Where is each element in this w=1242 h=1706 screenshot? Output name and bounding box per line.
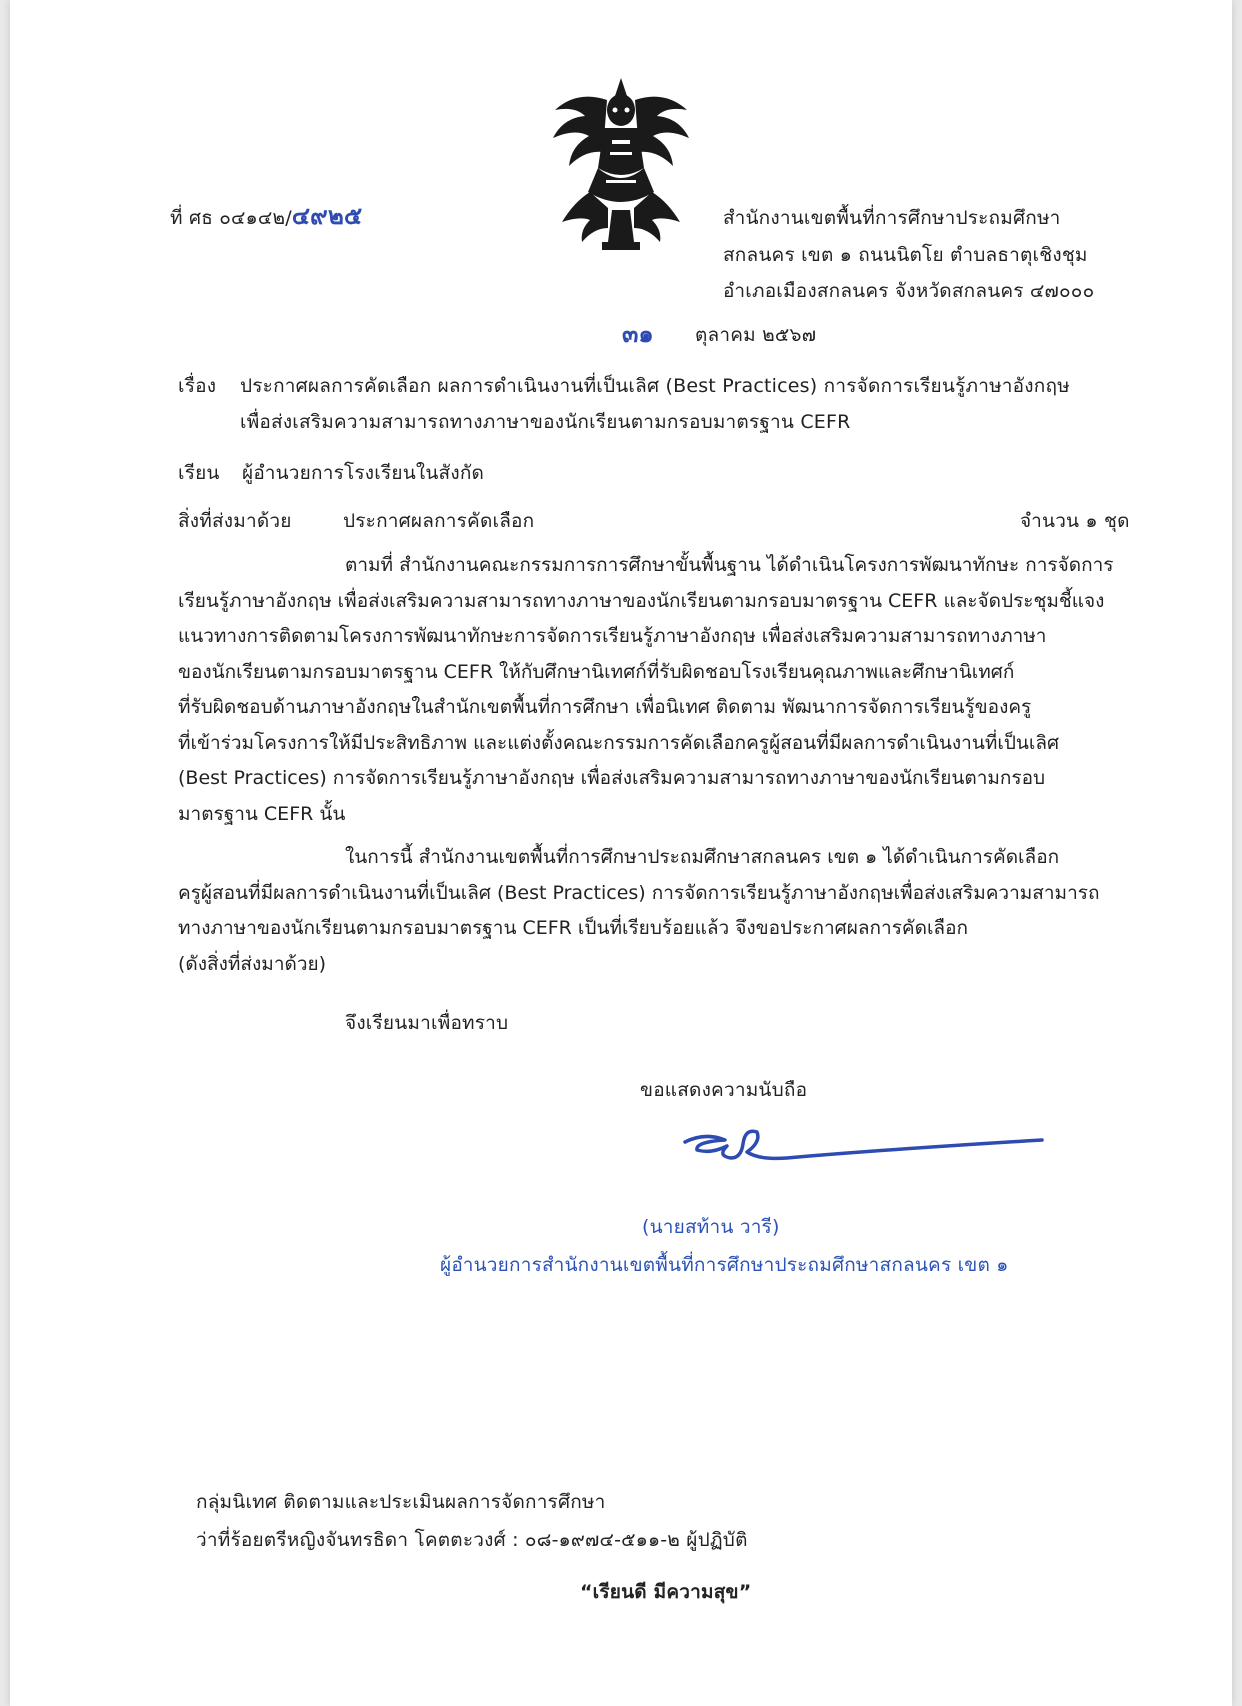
- paragraph-line: แนวทางการติดตามโครงการพัฒนาทักษะการจัดการเรียนรู้ภาษาอังกฤษ เพื่อส่งเสริมความสามารถทางภาษา: [178, 625, 1047, 647]
- document-page: [10, 0, 1232, 1706]
- signatory-name: (นายสท้าน วารี): [642, 1216, 780, 1238]
- footer-contact: ว่าที่ร้อยตรีหญิงจันทรธิดา โคตตะวงศ์ : ๐๘-๑๙๗๔-๕๑๑-๒ ผู้ปฏิบัติ: [196, 1529, 748, 1551]
- subject-line-1: ประกาศผลการคัดเลือก ผลการดำเนินงานที่เป็นเลิศ (Best Practices) การจัดการเรียนรู้ภาษาอังกฤษ: [240, 375, 1070, 397]
- recipient-label: เรียน: [178, 462, 220, 484]
- document-number-handwritten: ๔๙๒๕: [291, 201, 363, 230]
- handwritten-signature: [680, 1120, 1060, 1170]
- sender-address-line-1: สำนักงานเขตพื้นที่การศึกษาประถมศึกษา: [723, 207, 1061, 229]
- date-month-year: ตุลาคม ๒๕๖๗: [695, 324, 817, 346]
- paragraph-line: มาตรฐาน CEFR นั้น: [178, 802, 346, 825]
- paragraph-line: ครูผู้สอนที่มีผลการดำเนินงานที่เป็นเลิศ (Best Practices) การจัดการเรียนรู้ภาษาอังกฤษเพื่อส่งเสริมความสามารถ: [178, 881, 1100, 904]
- paragraph-line: ที่เข้าร่วมโครงการให้มีประสิทธิภาพ และแต่งตั้งคณะกรรมการคัดเลือกครูผู้สอนที่มีผลการดำเนินงานที่เป็นเลิศ: [178, 731, 1060, 754]
- body-paragraph-2: [178, 840, 1136, 982]
- footer-slogan: “เรียนดี มีความสุข”: [580, 1581, 752, 1603]
- paragraph-line: เรียนรู้ภาษาอังกฤษ เพื่อส่งเสริมความสามารถทางภาษาของนักเรียนตามกรอบมาตรฐาน CEFR และจัดประชุมชี้แจง: [178, 589, 1105, 612]
- enclosure-count: จำนวน ๑ ชุด: [1020, 510, 1130, 532]
- regards-text: ขอแสดงความนับถือ: [640, 1079, 808, 1101]
- recipient-value: ผู้อำนวยการโรงเรียนในสังกัด: [242, 462, 485, 484]
- closing-line: จึงเรียนมาเพื่อทราบ: [345, 1012, 509, 1034]
- subject-label: เรื่อง: [178, 375, 217, 397]
- garuda-emblem-icon: [546, 70, 696, 260]
- paragraph-line: ของนักเรียนตามกรอบมาตรฐาน CEFR ให้กับศึกษานิเทศก์ที่รับผิดชอบโรงเรียนคุณภาพและศึกษานิเทศก์: [178, 660, 1015, 683]
- signatory-position: ผู้อำนวยการสำนักงานเขตพื้นที่การศึกษาประถมศึกษาสกลนคร เขต ๑: [440, 1254, 1009, 1276]
- document-number-prefix: ที่ ศธ ๐๔๑๔๒/: [170, 207, 292, 229]
- enclosure-value: ประกาศผลการคัดเลือก: [343, 510, 535, 532]
- paragraph-line: ที่รับผิดชอบด้านภาษาอังกฤษในสำนักเขตพื้นที่การศึกษา เพื่อนิเทศ ติดตาม พัฒนาการจัดการเรียนรู้ของครู: [178, 696, 1032, 718]
- enclosure-label: สิ่งที่ส่งมาด้วย: [178, 510, 292, 532]
- date-day-handwritten: ๓๑: [622, 319, 654, 348]
- paragraph-line: ในการนี้ สำนักงานเขตพื้นที่การศึกษาประถมศึกษาสกลนคร เขต ๑ ได้ดำเนินการคัดเลือก: [345, 846, 1060, 868]
- sender-address-line-2: สกลนคร เขต ๑ ถนนนิตโย ตำบลธาตุเชิงชุม: [723, 244, 1088, 266]
- paragraph-line: (ดังสิ่งที่ส่งมาด้วย): [178, 952, 327, 975]
- paragraph-line: ทางภาษาของนักเรียนตามกรอบมาตรฐาน CEFR เป็นที่เรียบร้อยแล้ว จึงขอประกาศผลการคัดเลือก: [178, 917, 968, 939]
- sender-address-line-3: อำเภอเมืองสกลนคร จังหวัดสกลนคร ๔๗๐๐๐: [723, 280, 1095, 302]
- document-number: [170, 196, 362, 235]
- subject-line-2: เพื่อส่งเสริมความสามารถทางภาษาของนักเรียนตามกรอบมาตรฐาน CEFR: [240, 411, 851, 433]
- paragraph-line: (Best Practices) การจัดการเรียนรู้ภาษาอังกฤษ เพื่อส่งเสริมความสามารถทางภาษาของนักเรียนตามกรอบ: [178, 767, 1046, 789]
- footer-department: กลุ่มนิเทศ ติดตามและประเมินผลการจัดการศึกษา: [196, 1491, 606, 1513]
- paragraph-line: ตามที่ สำนักงานคณะกรรมการการศึกษาขั้นพื้นฐาน ได้ดำเนินโครงการพัฒนาทักษะ การจัดการ: [345, 554, 1114, 576]
- body-paragraph-1: [178, 548, 1136, 832]
